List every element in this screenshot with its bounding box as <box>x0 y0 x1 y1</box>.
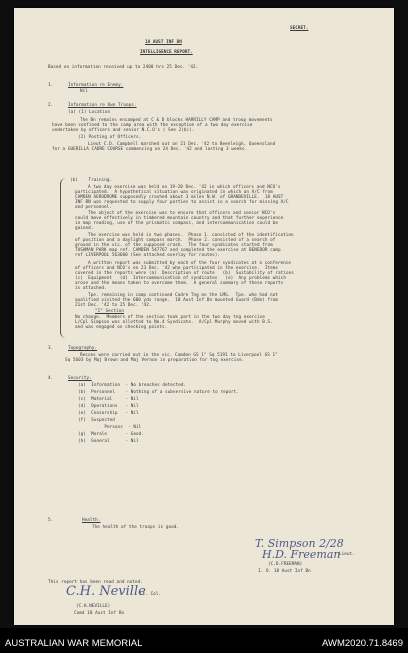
text-line: 21st Dec. '42 to 25 Dec. '42. <box>75 303 152 308</box>
text-line: participated. A hypothetical situation was originated in which an A/C from <box>75 190 273 195</box>
io-name: (C.D.FREEMAN) <box>268 562 303 567</box>
text-line: The health of the troops is good. <box>92 525 180 530</box>
text-line: in map reading, use of the prismatic compass, and intercommunication could be <box>75 221 279 226</box>
footer-accession-number: AWM2020.71.8469 <box>322 638 403 649</box>
handwritten-signature-2: H.D. Freeman <box>262 548 341 561</box>
security-item: (f) Suspected <box>78 418 115 423</box>
classification-mark: SECRET. <box>290 26 309 31</box>
text-line: Tpe. remaining in camp continued Cadre Tng on the LMG. Tpe. who had not <box>88 293 278 298</box>
based-on-line: Based on information received up to 2400 hrs 25 Dec. '42. <box>48 65 199 70</box>
co-name: (C.H.NEVILLE) <box>76 604 111 609</box>
text-line: ref LIVERPOOL 563680 (See attached overlay for routes). <box>75 253 221 258</box>
section-4-heading: Security. <box>68 376 92 381</box>
text-line: qualified visited the 600 yds range. 18 Aust Inf Bn mounted Guard (Bde) from <box>75 298 279 303</box>
text-line: and was engaged on checking points. <box>75 325 168 330</box>
section-2a-heading: (a) (1) Location <box>68 110 111 115</box>
co-rank: Lt. Col. <box>140 592 162 597</box>
text-line: INF BN was requested to supply four parties to assist in a search for missing A/C <box>75 200 289 205</box>
text-line: arose and the means taken to overcome them. A general summary of these reports <box>75 281 284 286</box>
section-2a2-heading: (2) Posting of Officers. <box>78 135 142 140</box>
footer-bar <box>0 628 408 653</box>
section-4-number: 4. <box>48 376 54 381</box>
section-1-body: Nil <box>80 89 88 94</box>
section-2-heading: Information re Own Troops. <box>68 103 137 108</box>
text-line: ground in the vic. of the supposed crash. The four syndicates started from <box>75 243 273 248</box>
text-line: CAMDEN AERODROME supposedly crashed about 3 miles N.W. of GRANDEVILLE. 18 AUST <box>75 195 284 200</box>
text-line: for a GUERILLA CADRE COURSE commencing on 24 Dec. '42 and lasting 3 weeks. <box>52 147 248 152</box>
text-line: Lieut C.D. Campbell marched out on 21 Dec. '42 to Beenleigh, Queensland <box>88 142 276 147</box>
section-5-heading: Health. <box>82 518 101 523</box>
text-line: covered in the reports were (a) Description of route (b) Suitability of rations <box>75 271 294 276</box>
unit-heading: 18 AUST INF BN <box>145 40 182 45</box>
section-1-number: 1. <box>48 83 54 88</box>
security-item: (c) Material - Nil <box>78 397 139 402</box>
text-line: gained. <box>75 226 94 231</box>
report-title: INTELLIGENCE REPORT. <box>140 50 193 55</box>
text-line: of officers and NCO's on 23 Dec. '42 who participated in the exercise. Items <box>75 266 279 271</box>
io-rank: Lieut. <box>339 552 355 557</box>
text-line: A written report was submitted by each of the four syndicates at a conference <box>88 261 292 266</box>
section-3-number: 3. <box>48 346 54 351</box>
text-line: A two day exercise was held on 19-20 Dec. '42 in which officers and NCO's <box>88 185 281 190</box>
text-line: TUSHMAN PARK map ref. CAMDEN 547767 and completed the exercise at BENEDOR camp <box>75 248 281 253</box>
text-line: and personnel. <box>75 205 112 210</box>
security-item: (a) Information - No breaches detected. <box>78 383 187 388</box>
io-title: I. O. 18 Aust Inf Bn <box>258 569 311 574</box>
text-line: Sq 5603 by Maj Brown and Maj Vernon in preparation for tng exercise. <box>65 358 245 363</box>
security-item: (d) Operations - Nil <box>78 404 139 409</box>
i-section-heading: "I" Section <box>95 309 125 314</box>
text-line: have been confined to the camp area with the exception of a two day exercise <box>52 123 253 128</box>
text-line: The object of the exercise was to ensure that officers and senior NCO's <box>88 211 276 216</box>
section-5-number: 5. <box>48 518 54 523</box>
text-line: is attached. <box>75 286 107 291</box>
security-item: (e) Censorship - Nil <box>78 411 139 416</box>
security-item: (g) Morale - Good. <box>78 432 144 437</box>
read-and-noted: This report has been read and noted. <box>48 580 143 585</box>
handwritten-signature-1: T. Simpson 2/28 <box>255 537 344 550</box>
text-line: of position and a daylight compass march. Phase 2. consisted of a search of <box>75 238 276 243</box>
text-line: The exercise was held in two phases. Phase 1. consisted of the identification <box>88 233 294 238</box>
section-1-heading: Information re Enemy. <box>68 83 124 88</box>
section-3-heading: Topography. <box>68 346 98 351</box>
co-title: Comd 18 Aust Inf Bn <box>74 611 125 616</box>
security-item: (h) General - Nil <box>78 439 139 444</box>
security-item: Persons - Nil <box>78 425 142 430</box>
footer-institution: AUSTRALIAN WAR MEMORIAL <box>5 638 143 649</box>
section-2-number: 2. <box>48 103 54 108</box>
co-signature: C.H. Neville <box>66 584 146 599</box>
margin-brace <box>60 178 71 338</box>
text-line: (c) Equipment (d) Intercommunication of syndicates (e) Any problems which <box>75 276 286 281</box>
text-line: No change. Members of the section took part in the two day tng exercise <box>75 315 265 320</box>
security-item: (b) Personnel - Nothing of a subversive nature to report. <box>78 390 239 395</box>
text-line: could move effectively in timbered mountain country and that further experience <box>75 216 284 221</box>
text-line: undertaken by officers and senior N.C.O's ( See 2(b)). <box>52 128 195 133</box>
text-line: Recces were carried out in the vic. Camden GS 1" Sq 5191 to Liverpool GS 1" <box>80 353 278 358</box>
text-line: The Bn remains encamped at C & D blocks HARRILLY CAMP and troop movements <box>80 118 273 123</box>
section-2b-heading: (b) Training. <box>70 178 113 183</box>
text-line: L/Cpl Simpson was allotted to No.4 Syndicate. A/Cpl Murphy moved with B.S. <box>75 320 273 325</box>
